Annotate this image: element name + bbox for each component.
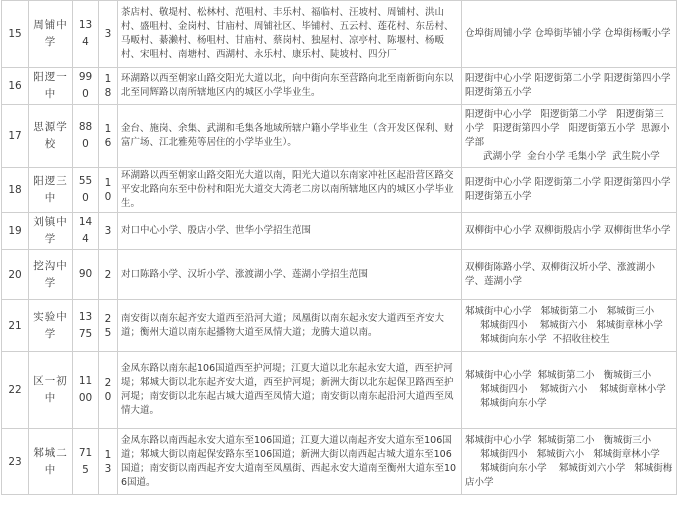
enrollment-number: 1100 xyxy=(73,352,99,429)
table-row xyxy=(2,1,677,68)
table-row xyxy=(2,105,677,168)
feeder-schools-text: 邾城街中心小学 邾城街第二小 衡城街三小 邾城街四小 邾城街六小 邾城街章林小学 邾城街向东小学 xyxy=(465,370,666,409)
catchment-area: 茶店村、敬堤村、松林村、范咀村、丰乐村、福临村、汪坡村、周铺村、洪山村、盛咀村、金岗村、甘庙村、周铺社区、毕铺村、五云村、莲花村、东岳村、马畈村、綦濑村、杨咀村、甘庙村、蔡岗村、独屋村、凉亭村、陈堰村、杨畈村、宋咀村、南塘村、西湖村、永乐村、康乐村、陡坡村、四分厂 xyxy=(118,1,462,68)
row-index: 18 xyxy=(2,168,29,213)
catchment-area: 环湖路以西至朝家山路交阳光大道以南，阳光大道以东南家冲社区起沿营区路交平安北路向东至中份村和阳光大道交大湾老二房以南所辖地区内的城区小学毕业生。 xyxy=(118,168,462,213)
feeder-schools xyxy=(462,429,677,495)
class-count: 25 xyxy=(99,300,118,352)
catchment-area: 对口中心小学、殷店小学、世华小学招生范围 xyxy=(118,213,462,250)
catchment-area: 金台、施岗、余集、武湖和毛集各地域所辖户籍小学毕业生（含开发区保利、财富广场、江北雅苑等居住的小学毕业生）。 xyxy=(118,105,462,168)
row-index: 19 xyxy=(2,213,29,250)
enrollment-number: 715 xyxy=(73,429,99,495)
class-count: 20 xyxy=(99,352,118,429)
catchment-area: 环湖路以西至朝家山路交阳光大道以北，向中街向东至营路向北至南新街向东以北至同辉路以南所辖地区内的城区小学毕业生。 xyxy=(118,68,462,105)
feeder-schools: 阳逻街中心小学 阳逻街第二小学 阳逻街第四小学 阳逻街第五小学 xyxy=(462,68,677,105)
feeder-schools: 双柳街中心小学 双柳街殷店小学 双柳街世华小学 xyxy=(462,213,677,250)
school-name: 区一初中 xyxy=(29,352,73,429)
school-name: 实验中学 xyxy=(29,300,73,352)
table-row xyxy=(2,352,677,429)
row-index: 17 xyxy=(2,105,29,168)
catchment-area: 对口陈路小学、汉圻小学、涨渡湖小学、莲湖小学招生范围 xyxy=(118,250,462,300)
enrollment-number: 144 xyxy=(73,213,99,250)
enrollment-number: 880 xyxy=(73,105,99,168)
row-index: 20 xyxy=(2,250,29,300)
table-row xyxy=(2,300,677,352)
enrollment-number: 550 xyxy=(73,168,99,213)
catchment-area: 金凤东路以南东起106国道西至护河堤；江夏大道以北东起永安大道，西至护河堤；邾城大街以北东起齐安大道，西至护河堤；新洲大街以北东起保卫路西至护河堤；南安街以北东起古城大道西至凤情大道；南安街以南东起沿河大道西至凤情大道。 xyxy=(118,352,462,429)
feeder-schools: 阳逻街中心小学 阳逻街第二小学 阳逻街第四小学 阳逻街第五小学 xyxy=(462,168,677,213)
row-index: 22 xyxy=(2,352,29,429)
table-row xyxy=(2,168,677,213)
table-row xyxy=(2,429,677,495)
feeder-schools-text: 邾城街中心小学 邾城街第二小 邾城街三小 邾城街四小 邾城街六小 邾城街章林小学 邾城街向东小学 不招收往校生 xyxy=(465,305,663,345)
row-index: 16 xyxy=(2,68,29,105)
catchment-area: 金凤东路以南西起永安大道东至106国道；江夏大道以南起齐安大道东至106国道；邾城大街以南起保安路东至106国道；新洲大街以南西起古城大道东至106国道；南安街以南西起齐安大道南至凤凰街、西起永安大道南至衡州大道东至106国道。 xyxy=(118,429,462,495)
class-count: 18 xyxy=(99,68,118,105)
class-count: 10 xyxy=(99,168,118,213)
feeder-schools xyxy=(462,352,677,429)
enrollment-number: 134 xyxy=(73,1,99,68)
enrollment-number: 990 xyxy=(73,68,99,105)
table-row xyxy=(2,250,677,300)
class-count: 13 xyxy=(99,429,118,495)
feeder-schools: 仓埠街周铺小学 仓埠街毕铺小学 仓埠街杨畈小学 xyxy=(462,1,677,68)
table-row xyxy=(2,68,677,105)
school-name: 阳逻三中 xyxy=(29,168,73,213)
feeder-schools-text: 邾城街中心小学 邾城街第二小 衡城街三小 邾城街四小 邾城街六小 邾城街章林小学 邾城街向东小学 邾城街刘六小学 邾城街梅店小学 xyxy=(465,434,673,488)
class-count: 3 xyxy=(99,213,118,250)
row-index: 15 xyxy=(2,1,29,68)
class-count: 3 xyxy=(99,1,118,68)
school-name: 周铺中学 xyxy=(29,1,73,68)
enrollment-number: 1375 xyxy=(73,300,99,352)
feeder-schools: 双柳街陈路小学、双柳街汉圻小学、涨渡湖小学、莲湖小学 xyxy=(462,250,677,300)
school-name: 挖沟中学 xyxy=(29,250,73,300)
class-count: 16 xyxy=(99,105,118,168)
row-index: 21 xyxy=(2,300,29,352)
school-catchment-table xyxy=(1,0,677,495)
school-name: 阳逻一中 xyxy=(29,68,73,105)
enrollment-number: 90 xyxy=(73,250,99,300)
school-name: 刘镇中学 xyxy=(29,213,73,250)
school-name: 邾城二中 xyxy=(29,429,73,495)
feeder-schools-text: 阳逻街中心小学 阳逻街第二小学 阳逻街第三小学 阳逻街第四小学 阳逻街第五小学 思源小学部 武湖小学 金台小学 毛集小学 武生院小学 xyxy=(465,109,670,162)
feeder-schools xyxy=(462,105,677,168)
table-row xyxy=(2,213,677,250)
feeder-schools xyxy=(462,300,677,352)
school-name: 思源学校 xyxy=(29,105,73,168)
class-count: 2 xyxy=(99,250,118,300)
row-index: 23 xyxy=(2,429,29,495)
catchment-area: 南安街以南东起齐安大道西至沿河大道；凤凰街以南东起永安大道西至齐安大道；衡州大道以南东起播物大道至凤情大道；龙腾大道以南。 xyxy=(118,300,462,352)
